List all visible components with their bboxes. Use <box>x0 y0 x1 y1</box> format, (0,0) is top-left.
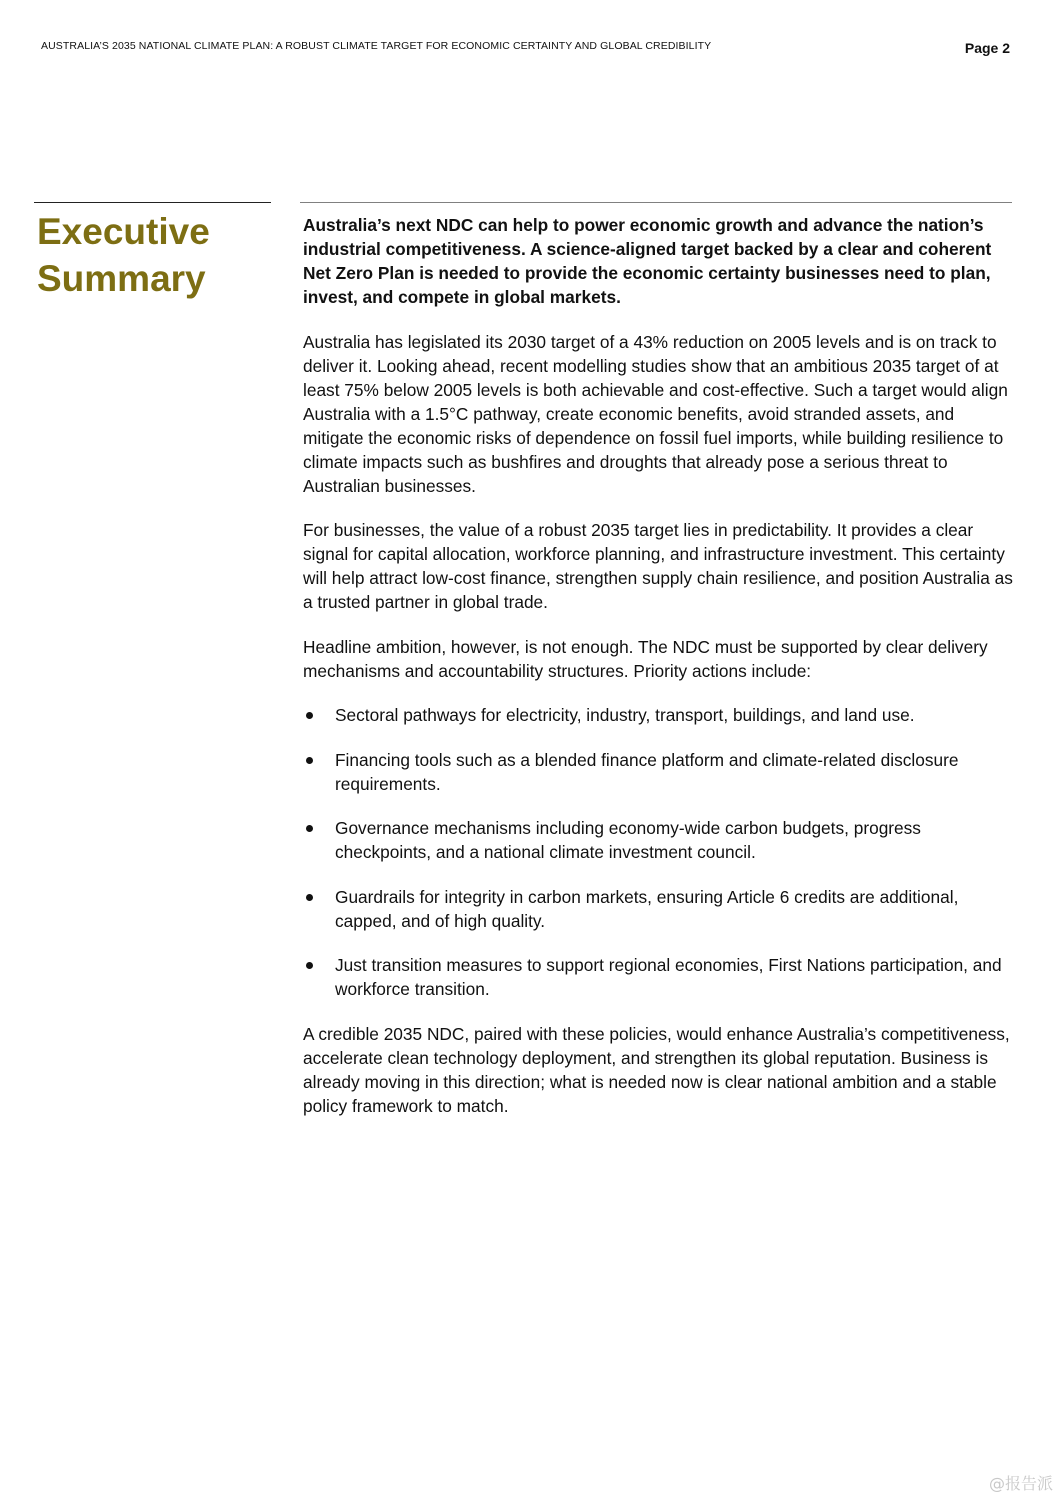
paragraph-priority-actions: Headline ambition, however, is not enough. The NDC must be supported by clear delivery mechanisms and accountability structures. Priority actions include: <box>303 636 988 681</box>
section-title-line-1: Executive <box>37 211 210 252</box>
list-item <box>303 748 1015 796</box>
closing-paragraph: A credible 2035 NDC, paired with these policies, would enhance Australia’s competitiveness, accelerate clean technology deployment, and strengthen its global reputation. Business is already moving in this direction; what is needed now is clear national ambition and a stable policy framework to match. <box>303 1023 1010 1116</box>
bullet-icon <box>306 712 313 719</box>
list-item <box>303 703 1015 727</box>
priority-actions-list <box>303 703 1015 1001</box>
right-divider <box>300 202 1012 203</box>
running-header-title: AUSTRALIA’S 2035 NATIONAL CLIMATE PLAN: A ROBUST CLIMATE TARGET FOR ECONOMIC CERTAINTY AND GLOBAL CREDIBILITY <box>41 40 712 52</box>
list-item-text: Financing tools such as a blended finance platform and climate-related disclosure requirements. <box>335 749 959 794</box>
paragraph-targets: Australia has legislated its 2030 target of a 43% reduction on 2005 levels and is on track to deliver it. Looking ahead, recent modelling studies show that an ambitious 2035 target of at least 75% below 2005 levels is both achievable and cost-effective. Such a target would align Australia with a 1.5°C pathway, create economic benefits, avoid stranded assets, and mitigate the economic risks of dependence on fossil fuel imports, while building resilience to climate impacts such as bushfires and droughts that already pose a serious threat to Australian businesses. <box>303 331 1008 496</box>
list-item-text: Guardrails for integrity in carbon markets, ensuring Article 6 credits are additional, capped, and of high quality. <box>335 886 959 931</box>
list-item <box>303 816 1015 864</box>
list-item-text: Governance mechanisms including economy-wide carbon budgets, progress checkpoints, and a national climate investment council. <box>335 818 921 862</box>
page-number: Page 2 <box>964 40 1010 56</box>
bullet-icon <box>306 757 313 764</box>
watermark: @报告派 <box>988 1474 1053 1493</box>
bullet-icon <box>306 962 313 969</box>
lead-paragraph: Australia’s next NDC can help to power economic growth and advance the nation’s industrial competitiveness. A science-aligned target backed by a clear and coherent Net Zero Plan is needed to provide the economic certainty businesses need to plan, invest, and compete in global markets. <box>303 215 992 307</box>
list-item-text: Just transition measures to support regional economies, First Nations participation, and workforce transition. <box>335 955 1002 999</box>
list-item-text: Sectoral pathways for electricity, industry, transport, buildings, and land use. <box>335 705 915 725</box>
list-item <box>303 885 1015 933</box>
paragraph-business-value: For businesses, the value of a robust 2035 target lies in predictability. It provides a clear signal for capital allocation, workforce planning, and infrastructure investment. This certainty will help attract low-cost finance, strengthen supply chain resilience, and position Australia as a trusted partner in global trade. <box>303 520 1013 612</box>
left-divider <box>34 202 271 203</box>
bullet-icon <box>306 825 313 832</box>
section-title <box>37 208 267 302</box>
list-item <box>303 953 1015 1001</box>
bullet-icon <box>306 894 313 901</box>
section-title-line-2: Summary <box>37 258 206 299</box>
body-column <box>303 213 1015 1138</box>
